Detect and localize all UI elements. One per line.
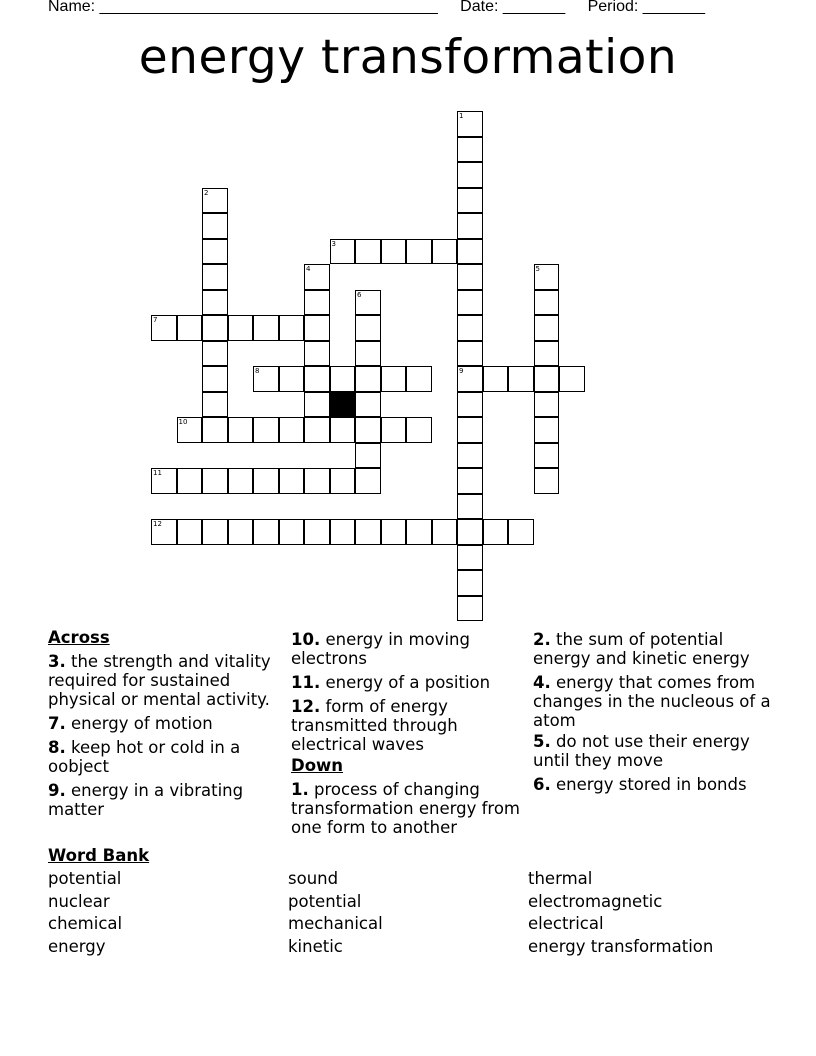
grid-cell[interactable] xyxy=(457,111,483,137)
grid-cell[interactable] xyxy=(177,519,203,545)
grid-cell[interactable] xyxy=(330,417,356,443)
grid-cell[interactable] xyxy=(202,366,228,392)
grid-cell[interactable] xyxy=(253,468,279,494)
grid-cell[interactable] xyxy=(508,366,534,392)
clues-column-2 xyxy=(291,630,523,842)
word-bank-item: energy transformation xyxy=(528,937,714,957)
grid-cell[interactable] xyxy=(279,519,305,545)
clue-number: 11 xyxy=(153,469,162,477)
clue-across-8: 8. keep hot or cold in a oobject xyxy=(48,738,241,776)
grid-cell[interactable] xyxy=(177,468,203,494)
grid-cell[interactable] xyxy=(534,341,560,367)
across-heading: Across xyxy=(48,628,110,647)
grid-cell[interactable] xyxy=(483,366,509,392)
word-bank-item: thermal xyxy=(528,869,593,888)
down-heading: Down xyxy=(291,756,344,775)
grid-cell[interactable] xyxy=(304,366,330,392)
grid-cell[interactable] xyxy=(534,417,560,443)
grid-cell[interactable] xyxy=(457,264,483,290)
grid-cell[interactable] xyxy=(330,366,356,392)
grid-cell[interactable] xyxy=(381,239,407,265)
grid-cell[interactable] xyxy=(177,417,203,443)
clue-down-1: 1. process of changing transformation energy from one form to another xyxy=(291,780,520,837)
grid-cell[interactable] xyxy=(534,392,560,418)
grid-cell[interactable] xyxy=(304,315,330,341)
grid-cell[interactable] xyxy=(457,494,483,520)
word-bank-column-1 xyxy=(48,868,122,959)
grid-cell[interactable] xyxy=(483,519,509,545)
word-bank-item: sound xyxy=(288,869,339,888)
grid-cell[interactable] xyxy=(355,315,381,341)
grid-cell[interactable] xyxy=(202,417,228,443)
grid-cell[interactable] xyxy=(457,341,483,367)
grid-cell[interactable] xyxy=(330,468,356,494)
grid-cell[interactable] xyxy=(534,443,560,469)
word-bank-column-3 xyxy=(528,868,713,959)
grid-cell[interactable] xyxy=(381,366,407,392)
word-bank-item: energy xyxy=(48,937,106,957)
grid-cell[interactable] xyxy=(228,417,254,443)
grid-cell[interactable] xyxy=(228,519,254,545)
clue-across-7: 7. energy of motion xyxy=(48,714,213,733)
grid-cell[interactable] xyxy=(432,239,458,265)
grid-cell[interactable] xyxy=(406,366,432,392)
grid-cell[interactable] xyxy=(304,519,330,545)
word-bank-item: chemical xyxy=(48,914,123,934)
grid-cell[interactable] xyxy=(151,468,177,494)
grid-cell[interactable] xyxy=(202,519,228,545)
grid-cell[interactable] xyxy=(253,519,279,545)
clue-number: 6 xyxy=(357,290,362,299)
grid-cell[interactable] xyxy=(202,341,228,367)
grid-cell[interactable] xyxy=(304,468,330,494)
clue-across-12: 12. form of energy transmitted through electrical waves xyxy=(291,697,458,754)
grid-cell[interactable] xyxy=(304,417,330,443)
clue-number: 8 xyxy=(255,367,260,375)
grid-cell[interactable] xyxy=(304,290,330,316)
grid-cell[interactable] xyxy=(177,315,203,341)
grid-cell[interactable] xyxy=(406,519,432,545)
page-title: energy transformation xyxy=(138,30,678,85)
clue-down-5: 5. do not use their energy until they move xyxy=(533,732,750,770)
grid-cell[interactable] xyxy=(253,315,279,341)
grid-cell[interactable] xyxy=(457,239,483,265)
clue-number: 9 xyxy=(459,367,464,375)
grid-cell[interactable] xyxy=(355,392,381,418)
grid-cell[interactable] xyxy=(457,545,483,571)
grid-cell[interactable] xyxy=(381,417,407,443)
grid-cell[interactable] xyxy=(304,341,330,367)
clue-number: 4 xyxy=(306,265,311,273)
clue-across-10: 10. energy in moving electrons xyxy=(291,630,470,668)
grid-cell[interactable] xyxy=(457,213,483,239)
clue-down-6: 6. energy stored in bonds xyxy=(533,775,747,794)
clue-number: 1 xyxy=(459,112,464,120)
grid-cell[interactable] xyxy=(534,264,560,290)
grid-cell[interactable] xyxy=(457,162,483,188)
grid-cell[interactable] xyxy=(279,468,305,494)
clue-down-4: 4. energy that comes from changes in the nucleous of a atom xyxy=(533,673,771,730)
date-field[interactable]: Date: _______ xyxy=(460,0,566,15)
grid-cell[interactable] xyxy=(457,417,483,443)
grid-cell[interactable] xyxy=(304,264,330,290)
grid-cell[interactable] xyxy=(457,137,483,163)
clue-number: 10 xyxy=(178,418,188,426)
clue-across-9: 9. energy in a vibrating matter xyxy=(48,781,244,819)
grid-cell[interactable] xyxy=(202,392,228,418)
grid-cell[interactable] xyxy=(355,290,381,316)
grid-cell[interactable] xyxy=(508,519,534,545)
clue-across-11: 11. energy of a position xyxy=(291,673,491,692)
grid-cell[interactable] xyxy=(457,188,483,214)
grid-cell[interactable] xyxy=(202,188,228,214)
clue-number: 5 xyxy=(535,265,540,273)
word-bank-heading: Word Bank xyxy=(48,846,150,865)
grid-cell[interactable] xyxy=(202,239,228,265)
grid-cell[interactable] xyxy=(534,468,560,494)
grid-cell[interactable] xyxy=(406,239,432,265)
clue-number: 12 xyxy=(153,520,162,528)
grid-cell[interactable] xyxy=(279,315,305,341)
grid-cell[interactable] xyxy=(253,366,279,392)
clues-column-3 xyxy=(533,630,773,799)
grid-cell[interactable] xyxy=(457,315,483,341)
grid-cell[interactable] xyxy=(355,366,381,392)
grid-cell[interactable] xyxy=(432,519,458,545)
grid-cell[interactable] xyxy=(151,315,177,341)
grid-cell[interactable] xyxy=(355,417,381,443)
word-bank-item: potential xyxy=(288,891,362,911)
grid-cell[interactable] xyxy=(534,290,560,316)
grid-cell[interactable] xyxy=(355,519,381,545)
grid-cell[interactable] xyxy=(228,315,254,341)
grid-cell[interactable] xyxy=(355,239,381,265)
clue-across-3: 3. the strength and vitality required for sustained physical or mental activity. xyxy=(48,652,271,709)
grid-cell[interactable] xyxy=(457,366,483,392)
grid-cell-blocked xyxy=(330,392,356,418)
word-bank-item: kinetic xyxy=(288,937,343,957)
word-bank-item: electrical xyxy=(528,914,604,934)
word-bank-column-2 xyxy=(288,868,383,959)
grid-cell[interactable] xyxy=(457,519,483,545)
word-bank-item: mechanical xyxy=(288,914,383,934)
clue-down-2: 2. the sum of potential energy and kinetic energy xyxy=(533,630,750,668)
word-bank-item: potential xyxy=(48,869,122,888)
word-bank-item: electromagnetic xyxy=(528,891,663,911)
grid-cell[interactable] xyxy=(253,417,279,443)
grid-cell[interactable] xyxy=(406,417,432,443)
clue-number: 2 xyxy=(204,188,209,197)
grid-cell[interactable] xyxy=(457,443,483,469)
grid-cell[interactable] xyxy=(534,315,560,341)
name-field[interactable]: Name: ______________________________________ xyxy=(48,0,438,15)
clues-column-1 xyxy=(48,628,278,824)
grid-cell[interactable] xyxy=(202,468,228,494)
grid-cell[interactable] xyxy=(457,596,483,622)
grid-cell[interactable] xyxy=(304,392,330,418)
grid-cell[interactable] xyxy=(457,468,483,494)
grid-cell[interactable] xyxy=(151,519,177,545)
grid-cell[interactable] xyxy=(457,290,483,316)
grid-cell[interactable] xyxy=(202,213,228,239)
grid-cell[interactable] xyxy=(202,315,228,341)
grid-cell[interactable] xyxy=(457,392,483,418)
grid-cell[interactable] xyxy=(279,366,305,392)
grid-cell[interactable] xyxy=(202,264,228,290)
grid-cell[interactable] xyxy=(202,290,228,316)
grid-cell[interactable] xyxy=(381,519,407,545)
clue-number: 3 xyxy=(331,239,336,248)
grid-cell[interactable] xyxy=(559,366,585,392)
grid-cell[interactable] xyxy=(355,341,381,367)
grid-cell[interactable] xyxy=(534,366,560,392)
grid-cell[interactable] xyxy=(457,570,483,596)
grid-cell[interactable] xyxy=(355,443,381,469)
word-bank-item: nuclear xyxy=(48,891,110,911)
clue-number: 7 xyxy=(153,316,158,324)
grid-cell[interactable] xyxy=(279,417,305,443)
grid-cell[interactable] xyxy=(330,239,356,265)
grid-cell[interactable] xyxy=(330,519,356,545)
period-field[interactable]: Period: _______ xyxy=(587,0,706,15)
grid-cell[interactable] xyxy=(228,468,254,494)
grid-cell[interactable] xyxy=(355,468,381,494)
